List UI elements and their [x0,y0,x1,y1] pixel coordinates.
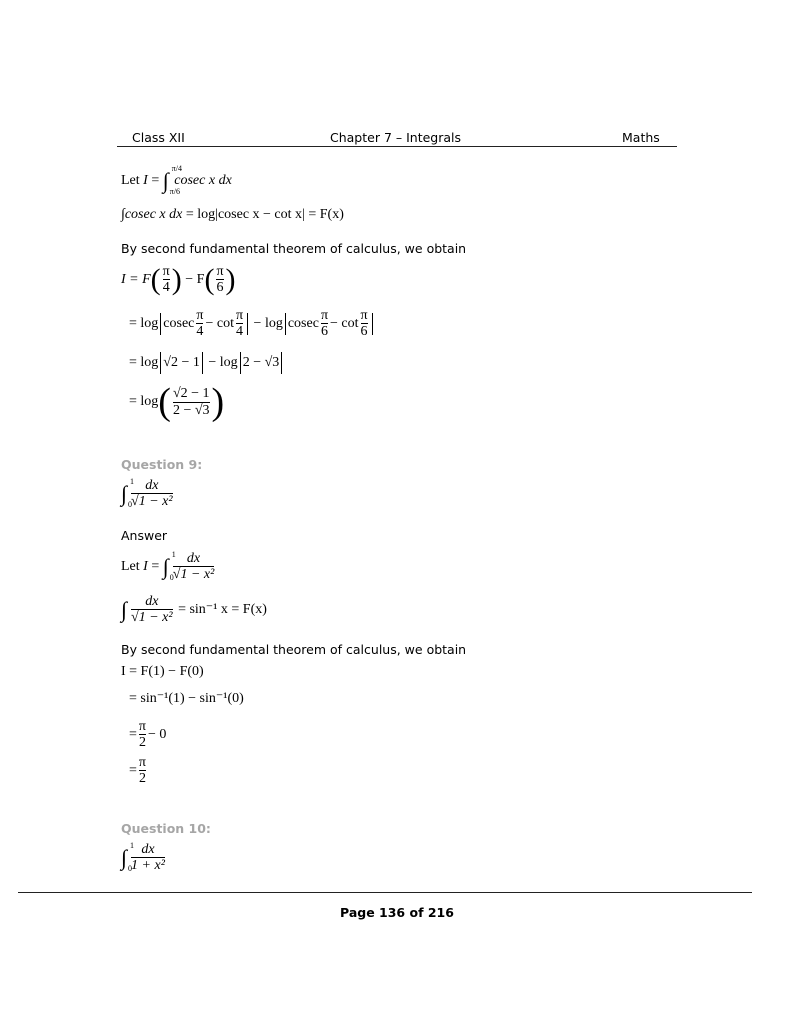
answer-label: Answer [121,528,168,543]
q8-let-statement: Let I = ∫ π/4 π/6 cosec x dx [121,164,232,196]
q8-step-2: = log cosec $\frac{\pi}{4}$ − cot $\frac{\pi}{4}$ − log cosec $\frac{\pi}{6}$ − cot $\frac{\pi}{6}$ [129,308,375,340]
integral-sign: ∫ π/4 π/6 [162,164,182,196]
header-chapter: Chapter 7 – Integrals [330,130,462,145]
header-rule [117,146,677,147]
question-10-title: Question 10: [121,821,211,836]
header-class: Class XII [132,130,185,145]
q9-step-3: = $\frac{\pi}{2}$ − 0 [129,719,167,751]
page-number: Page 136 of 216 [340,905,454,920]
q9-let-statement: Let I = ∫ 1 0 $\frac{dx}{\text{√1 − x²}}$ [121,549,215,583]
q9-step-2: = sin⁻¹(1) − sin⁻¹(0) [129,691,244,706]
q8-step-4: = log( $\frac{√2 - 1}{2 - √3}$ ) [129,381,225,423]
theorem-line-1: By second fundamental theorem of calculus, we obtain [121,241,467,256]
theorem-line-2: By second fundamental theorem of calculus, we obtain [121,642,467,657]
q10-integral: ∫ 1 0 $\frac{dx}{\text{1 + x²}}$ [121,840,165,874]
q9-antiderivative: ∫ $\frac{dx}{\text{√1 − x²}}$ = sin⁻¹ x = F(x) [121,594,267,626]
footer-rule [18,892,752,893]
q9-step-4: = $\frac{\pi}{2}$ [129,755,146,787]
header-subject: Maths [622,130,660,145]
q9-step-1: I = F(1) − F(0) [121,664,204,679]
q8-antiderivative: ∫cosec x dx = log|cosec x − cot x| = F(x) [121,207,344,222]
q8-step-1: I = F( $\frac{\pi}{4}$ ) − F( $\frac{\pi}{6}$ ) [121,262,236,296]
question-9-title: Question 9: [121,457,203,472]
q9-integral: ∫ 1 0 $\frac{dx}{\text{√1 − x²}}$ [121,476,173,510]
q8-step-3: = log √2 − 1 − log 2 − √3 [129,352,284,374]
